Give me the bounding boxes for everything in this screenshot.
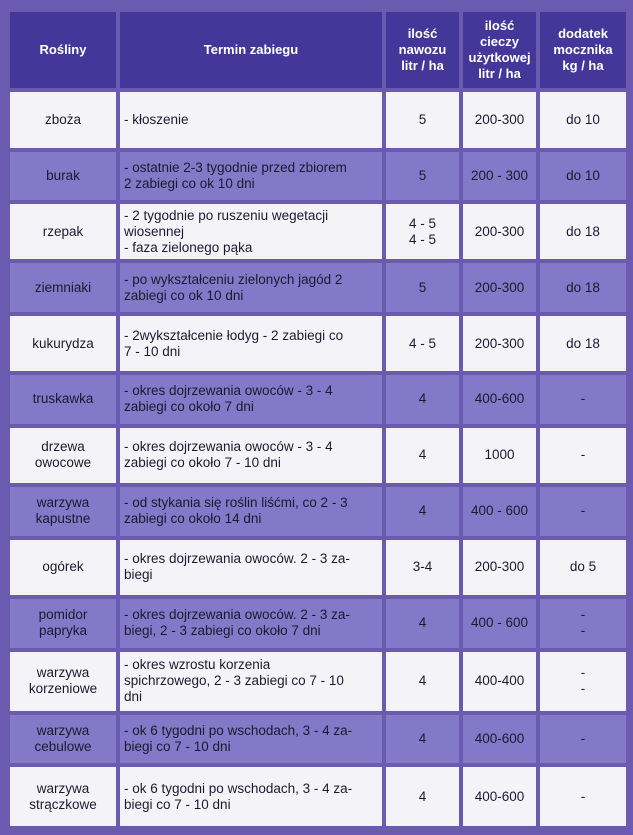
cell-plant [10, 92, 116, 148]
cell-fertilizer-line: 4 [418, 731, 427, 747]
cell-liquid-line: 400-600 [474, 731, 525, 747]
header-fertilizer: ilość nawozu litr / ha [386, 12, 459, 88]
cell-term-line: biegi [124, 567, 153, 583]
cell-term-line: - okres wzrostu korzenia [124, 657, 271, 673]
cell-fertilizer [386, 767, 459, 826]
cell-term [120, 152, 382, 199]
cell-term-line: - okres dojrzewania owoców. 2 - 3 za- [124, 607, 350, 623]
cell-liquid [463, 599, 536, 647]
cell-plant-line: pomidor [38, 607, 88, 623]
cell-urea-line: do 10 [566, 112, 600, 128]
cell-liquid [463, 715, 536, 763]
cell-plant [10, 375, 116, 423]
cell-term-line: biegi co 7 - 10 dni [124, 739, 231, 755]
cell-plant-line: strączkowe [29, 796, 97, 812]
cell-plant-line: korzeniowe [28, 681, 98, 697]
cell-liquid-line: 400-400 [474, 673, 525, 689]
cell-term-line: - od stykania się roślin liśćmi, co 2 - 3 [124, 495, 348, 511]
cell-liquid [463, 540, 536, 595]
cell-plant [10, 599, 116, 647]
cell-term-line: 7 - 10 dni [124, 343, 181, 359]
table-row [10, 599, 626, 647]
table-row [10, 487, 626, 535]
cell-term [120, 487, 382, 535]
cell-term-line: spichrzowego, 2 - 3 zabiegi co 7 - 10 [124, 673, 344, 689]
cell-term-line: - ostatnie 2-3 tygodnie przed zbiorem [124, 160, 347, 176]
cell-urea [540, 715, 626, 763]
cell-urea [540, 652, 626, 712]
cell-urea-line: do 10 [566, 168, 600, 184]
cell-term-line: biegi, 2 - 3 zabiegi co około 7 dni [124, 623, 321, 639]
cell-plant-line: cebulowe [34, 739, 92, 755]
cell-term-line: - ok 6 tygodni po wschodach, 3 - 4 za- [124, 723, 353, 739]
cell-urea [540, 152, 626, 199]
cell-fertilizer [386, 540, 459, 595]
cell-term-line: - po wykształceniu zielonych jagód 2 [124, 271, 343, 287]
cell-urea-line: - [580, 731, 586, 747]
cell-fertilizer-line: 4 [418, 391, 427, 407]
cell-plant [10, 263, 116, 311]
cell-term [120, 715, 382, 763]
cell-urea [540, 92, 626, 148]
cell-term-line: - kłoszenie [124, 112, 189, 128]
cell-fertilizer [386, 487, 459, 535]
cell-plant-line: burak [46, 168, 80, 184]
cell-fertilizer-line: 4 [418, 615, 427, 631]
cell-urea-line: - [580, 391, 586, 407]
cell-plant-line: drzewa [41, 439, 85, 455]
cell-term-line: zabiegi co około 7 - 10 dni [124, 455, 281, 471]
cell-liquid [463, 204, 536, 259]
cell-urea [540, 316, 626, 371]
cell-fertilizer [386, 715, 459, 763]
cell-term-line: - ok 6 tygodni po wschodach, 3 - 4 za- [124, 780, 353, 796]
cell-urea-line: - [580, 607, 586, 623]
cell-term [120, 428, 382, 483]
cell-urea-line: - [580, 665, 586, 681]
cell-fertilizer-line: 4 - 5 [408, 335, 436, 351]
cell-plant-line: ziemniaki [34, 279, 92, 295]
cell-term-line: - okres dojrzewania owoców - 3 - 4 [124, 439, 333, 455]
cell-term-line: - okres dojrzewania owoców - 3 - 4 [124, 383, 333, 399]
cell-fertilizer [386, 263, 459, 311]
cell-fertilizer [386, 92, 459, 148]
cell-term-line: zabiegi co około 7 dni [124, 399, 254, 415]
cell-term-line: zabiegi co około 14 dni [124, 511, 262, 527]
table-row [10, 263, 626, 311]
cell-plant [10, 152, 116, 199]
cell-fertilizer-line: 5 [418, 168, 427, 184]
cell-plant [10, 204, 116, 259]
header-row [10, 12, 626, 88]
cell-liquid-line: 1000 [484, 447, 515, 463]
table-body [10, 92, 626, 826]
cell-urea [540, 375, 626, 423]
cell-liquid-line: 400-600 [474, 391, 525, 407]
cell-term-line: zabiegi co ok 10 dni [124, 287, 244, 303]
cell-liquid-line: 200-300 [474, 112, 525, 128]
cell-plant-line: warzywa [36, 780, 90, 796]
cell-urea-line: do 18 [566, 335, 600, 351]
cell-liquid-line: 200-300 [474, 279, 525, 295]
cell-fertilizer [386, 375, 459, 423]
cell-term [120, 540, 382, 595]
cell-plant-line: truskawka [32, 391, 94, 407]
cell-liquid [463, 263, 536, 311]
cell-urea-line: do 18 [566, 223, 600, 239]
cell-fertilizer-line: 5 [418, 112, 427, 128]
application-table [6, 8, 630, 830]
cell-urea [540, 540, 626, 595]
table-row [10, 715, 626, 763]
cell-urea [540, 263, 626, 311]
cell-term [120, 375, 382, 423]
cell-term-line: - 2 tygodnie po ruszeniu wegetacji [124, 207, 329, 223]
cell-liquid-line: 200-300 [474, 223, 525, 239]
cell-urea [540, 428, 626, 483]
cell-plant [10, 715, 116, 763]
cell-term [120, 263, 382, 311]
cell-urea-line: do 18 [566, 279, 600, 295]
cell-urea [540, 767, 626, 826]
header-plants: Rośliny [10, 12, 116, 88]
cell-term-line: 2 zabiegi co ok 10 dni [124, 176, 255, 192]
cell-fertilizer [386, 652, 459, 712]
cell-fertilizer-line: 4 [418, 788, 427, 804]
header-liquid: ilość cieczy użytkowej litr / ha [463, 12, 536, 88]
cell-plant-line: zboża [44, 112, 82, 128]
cell-liquid-line: 200-300 [474, 335, 525, 351]
cell-term [120, 767, 382, 826]
cell-plant-line: ogórek [42, 559, 84, 575]
cell-plant-line: warzywa [36, 495, 90, 511]
cell-fertilizer-line: 4 [418, 447, 427, 463]
cell-urea-line: - [580, 681, 586, 697]
cell-term-line: biegi co 7 - 10 dni [124, 796, 231, 812]
cell-fertilizer-line: 5 [418, 279, 427, 295]
cell-term-line: - 2wykształcenie łodyg - 2 zabiegi co [124, 327, 344, 343]
table-row [10, 767, 626, 826]
table-row [10, 428, 626, 483]
cell-plant-line: rzepak [42, 223, 84, 239]
cell-liquid-line: 400 - 600 [470, 503, 529, 519]
cell-liquid [463, 375, 536, 423]
cell-plant-line: warzywa [36, 723, 90, 739]
cell-plant [10, 316, 116, 371]
cell-fertilizer-line: 4 [418, 503, 427, 519]
cell-fertilizer [386, 204, 459, 259]
cell-plant [10, 487, 116, 535]
cell-plant-line: kukurydza [32, 335, 94, 351]
cell-fertilizer [386, 152, 459, 199]
cell-term [120, 599, 382, 647]
cell-fertilizer [386, 428, 459, 483]
cell-liquid [463, 92, 536, 148]
cell-urea-line: - [580, 503, 586, 519]
cell-term-line: dni [124, 689, 143, 705]
header-term: Termin zabiegu [120, 12, 382, 88]
cell-urea-line: - [580, 623, 586, 639]
cell-term [120, 316, 382, 371]
cell-term [120, 92, 382, 148]
cell-urea-line: - [580, 447, 586, 463]
table-row [10, 204, 626, 259]
cell-term-line: - okres dojrzewania owoców. 2 - 3 za- [124, 551, 350, 567]
cell-term-line: wiosennej [124, 223, 185, 239]
table-row [10, 316, 626, 371]
cell-fertilizer [386, 599, 459, 647]
cell-urea [540, 204, 626, 259]
table-row [10, 375, 626, 423]
cell-liquid [463, 487, 536, 535]
table-row [10, 92, 626, 148]
cell-plant [10, 428, 116, 483]
cell-plant-line: papryka [38, 623, 88, 639]
cell-term [120, 204, 382, 259]
table-row [10, 540, 626, 595]
cell-fertilizer-line: 4 [418, 673, 427, 689]
cell-plant [10, 540, 116, 595]
table-row [10, 652, 626, 712]
cell-plant-line: warzywa [36, 665, 90, 681]
cell-fertilizer-line: 4 - 5 [408, 215, 436, 231]
cell-plant [10, 652, 116, 712]
cell-fertilizer-line: 3-4 [412, 559, 433, 575]
cell-liquid-line: 400 - 600 [470, 615, 529, 631]
cell-plant [10, 767, 116, 826]
cell-liquid [463, 767, 536, 826]
cell-urea-line: - [580, 788, 586, 804]
cell-liquid [463, 428, 536, 483]
cell-urea [540, 487, 626, 535]
table-row [10, 152, 626, 199]
cell-fertilizer [386, 316, 459, 371]
cell-liquid [463, 152, 536, 199]
cell-liquid-line: 200-300 [474, 559, 525, 575]
cell-fertilizer-line: 4 - 5 [408, 231, 436, 247]
cell-liquid-line: 400-600 [474, 788, 525, 804]
cell-term-line: - faza zielonego pąka [124, 239, 253, 255]
cell-plant-line: owocowe [34, 455, 92, 471]
cell-plant-line: kapustne [35, 511, 91, 527]
cell-liquid [463, 652, 536, 712]
cell-urea [540, 599, 626, 647]
header-urea: dodatek mocznika kg / ha [540, 12, 626, 88]
cell-liquid-line: 200 - 300 [470, 168, 529, 184]
cell-liquid [463, 316, 536, 371]
cell-urea-line: do 5 [569, 559, 597, 575]
cell-term [120, 652, 382, 712]
